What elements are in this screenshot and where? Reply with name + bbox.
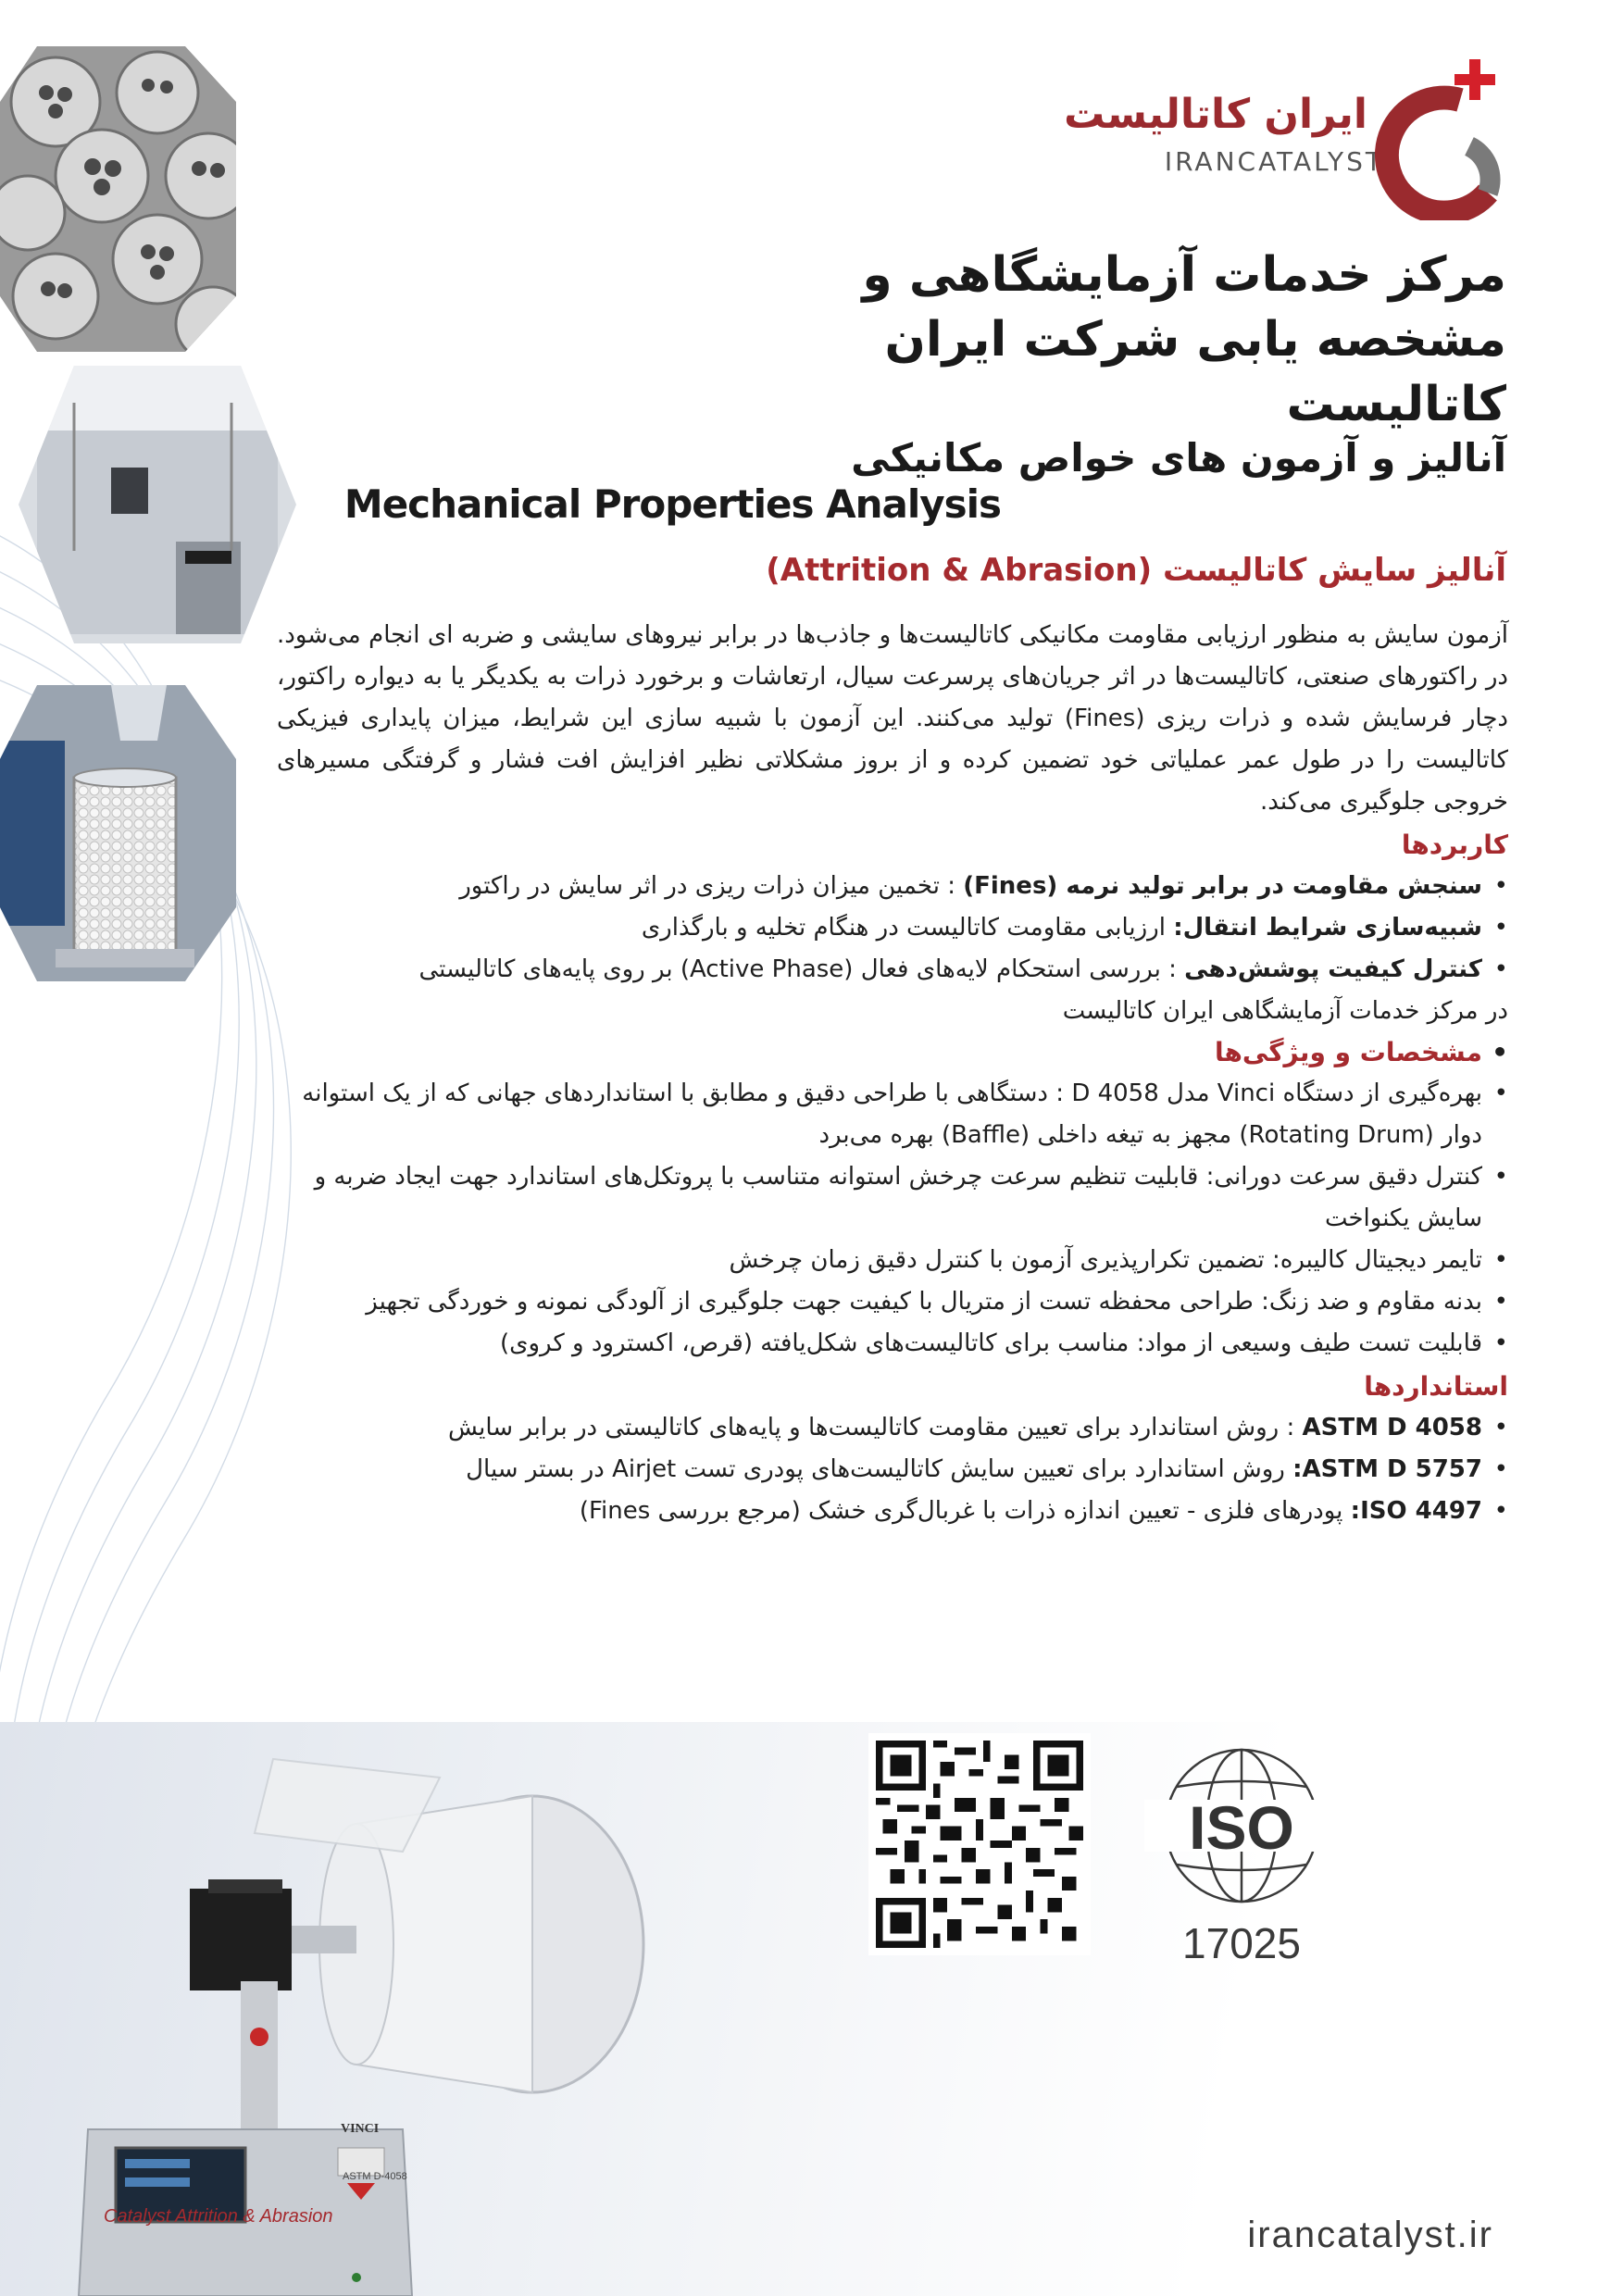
subtitle-en: Mechanical Properties Analysis — [343, 481, 1001, 527]
iso-17025-badge — [1135, 1733, 1348, 1965]
list-item: • بدنه مقاوم و ضد زنگ: طراحی محفظه تست از متریال با کیفیت جهت جلوگیری از آلودگی نمونه و خوردگی تجهیز — [277, 1281, 1508, 1323]
iso-globe-icon — [1135, 1733, 1348, 1918]
logo-mark-icon — [1349, 54, 1506, 220]
specs-heading: • مشخصات و ویژگی‌ها — [277, 1032, 1508, 1073]
device-panel-label: Catalyst Attrition & Abrasion — [104, 2206, 333, 2227]
iso-word: ISO — [1189, 1793, 1294, 1862]
page-title — [673, 243, 1506, 437]
applications-heading: کاربردها — [1401, 830, 1508, 860]
device-brand: VINCI — [341, 2122, 380, 2136]
intro-paragraph: آزمون سایش به منظور ارزیابی مقاومت مکانیکی کاتالیست‌ها و جاذب‌ها در برابر نیروهای سایشی و ضربه ای انجام می‌شود. در راکتورهای صنعتی، کاتالیست‌ها در اثر جریان‌های پرسرعت سیال، ارتعاشات و برخورد ذرات به یکدیگر یا به دیواره راکتور، دچار فرسایش شده و ذرات ریزی (Fines) تولید می‌کنند. این آزمون با شبیه سازی این شرایط، میزان پایداری فیزیکی کاتالیست را در طول عمر عملیاتی خود تضمین کرده و از بروز مشکلاتی نظیر افزایش افت فشار و گرفتگی مسیرهای خروجی جلوگیری می‌کند. — [277, 621, 1508, 816]
section-title: آنالیز سایش کاتالیست (Attrition & Abrasion) — [766, 552, 1506, 589]
main-content — [277, 615, 1508, 1532]
subtitle-fa: آنالیز و آزمون های خواص مکانیکی — [851, 435, 1506, 480]
iso-number: 17025 — [1182, 1919, 1301, 1967]
list-item: • ASTM D 5757: روش استاندارد برای تعیین سایش کاتالیست‌های پودری تست Airjet در بستر سیال — [277, 1449, 1508, 1491]
list-item: • کنترل دقیق سرعت دورانی: قابلیت تنظیم سرعت چرخش استوانه متناسب با پروتکل‌های استاندارد جهت ایجاد ضربه و سایش یکنواخت — [277, 1156, 1508, 1240]
specs-list — [277, 1073, 1508, 1365]
list-item: • ASTM D 4058 : روش استاندارد برای تعیین مقاومت کاتالیست‌ها و پایه‌های کاتالیستی در برابر سایش — [277, 1407, 1508, 1449]
applications-tail: در مرکز خدمات آزمایشگاهی ایران کاتالیست — [1062, 997, 1508, 1025]
applications-list — [277, 866, 1508, 991]
device-model: ASTM D-4058 — [343, 2171, 407, 2182]
catalyst-pellets-photo — [0, 46, 236, 352]
list-item: • قابلیت تست طیف وسیعی از مواد: مناسب برای کاتالیست‌های شکل‌یافته (قرص، اکسترود و کروی) — [277, 1323, 1508, 1365]
catalyst-beads-cylinder-photo — [0, 685, 236, 981]
list-item: • کنترل کیفیت پوشش‌دهی : بررسی استحکام لایه‌های فعال (Active Phase) بر روی پایه‌های کاتالیستی — [277, 949, 1508, 991]
title-line-2: مشخصه یابی شرکت ایران کاتالیست — [884, 312, 1506, 432]
irancatalyst-logo — [1064, 54, 1506, 220]
list-item: • سنجش مقاومت در برابر تولید نرمه (Fines) : تخمین میزان ذرات ریزی در اثر سایش در راکتور — [277, 866, 1508, 907]
list-item: • ISO 4497: پودرهای فلزی - تعیین اندازه ذرات با غربال‌گری خشک (مرجع بررسی Fines) — [277, 1491, 1508, 1532]
standards-heading: استانداردها — [1364, 1371, 1508, 1402]
lab-equipment-photo — [19, 366, 296, 643]
list-item: • تایمر دیجیتال کالیبره: تضمین تکرارپذیری آزمون با کنترل دقیق زمان چرخش — [277, 1240, 1508, 1281]
website-link[interactable]: irancatalyst.ir — [1247, 2215, 1493, 2255]
list-item: • شبیه‌سازی شرایط انتقال: ارزیابی مقاومت کاتالیست در هنگام تخلیه و بارگذاری — [277, 907, 1508, 949]
logo-name-en: IRANCATALYST — [1164, 146, 1384, 177]
title-line-1: مرکز خدمات آزمایشگاهی و — [862, 247, 1506, 303]
qr-code[interactable] — [868, 1733, 1091, 1955]
list-item: • بهره‌گیری از دستگاه Vinci مدل D 4058 : دستگاهی با طراحی دقیق و مطابق با استانداردهای جهانی که از یک استوانه دوار (Rotating Drum) مجهز به تیغه داخلی (Baffle) بهره می‌برد — [277, 1073, 1508, 1156]
logo-name-fa: ایران کاتالیست — [1064, 91, 1367, 138]
qr-code-icon — [876, 1741, 1083, 1948]
standards-list — [277, 1407, 1508, 1532]
